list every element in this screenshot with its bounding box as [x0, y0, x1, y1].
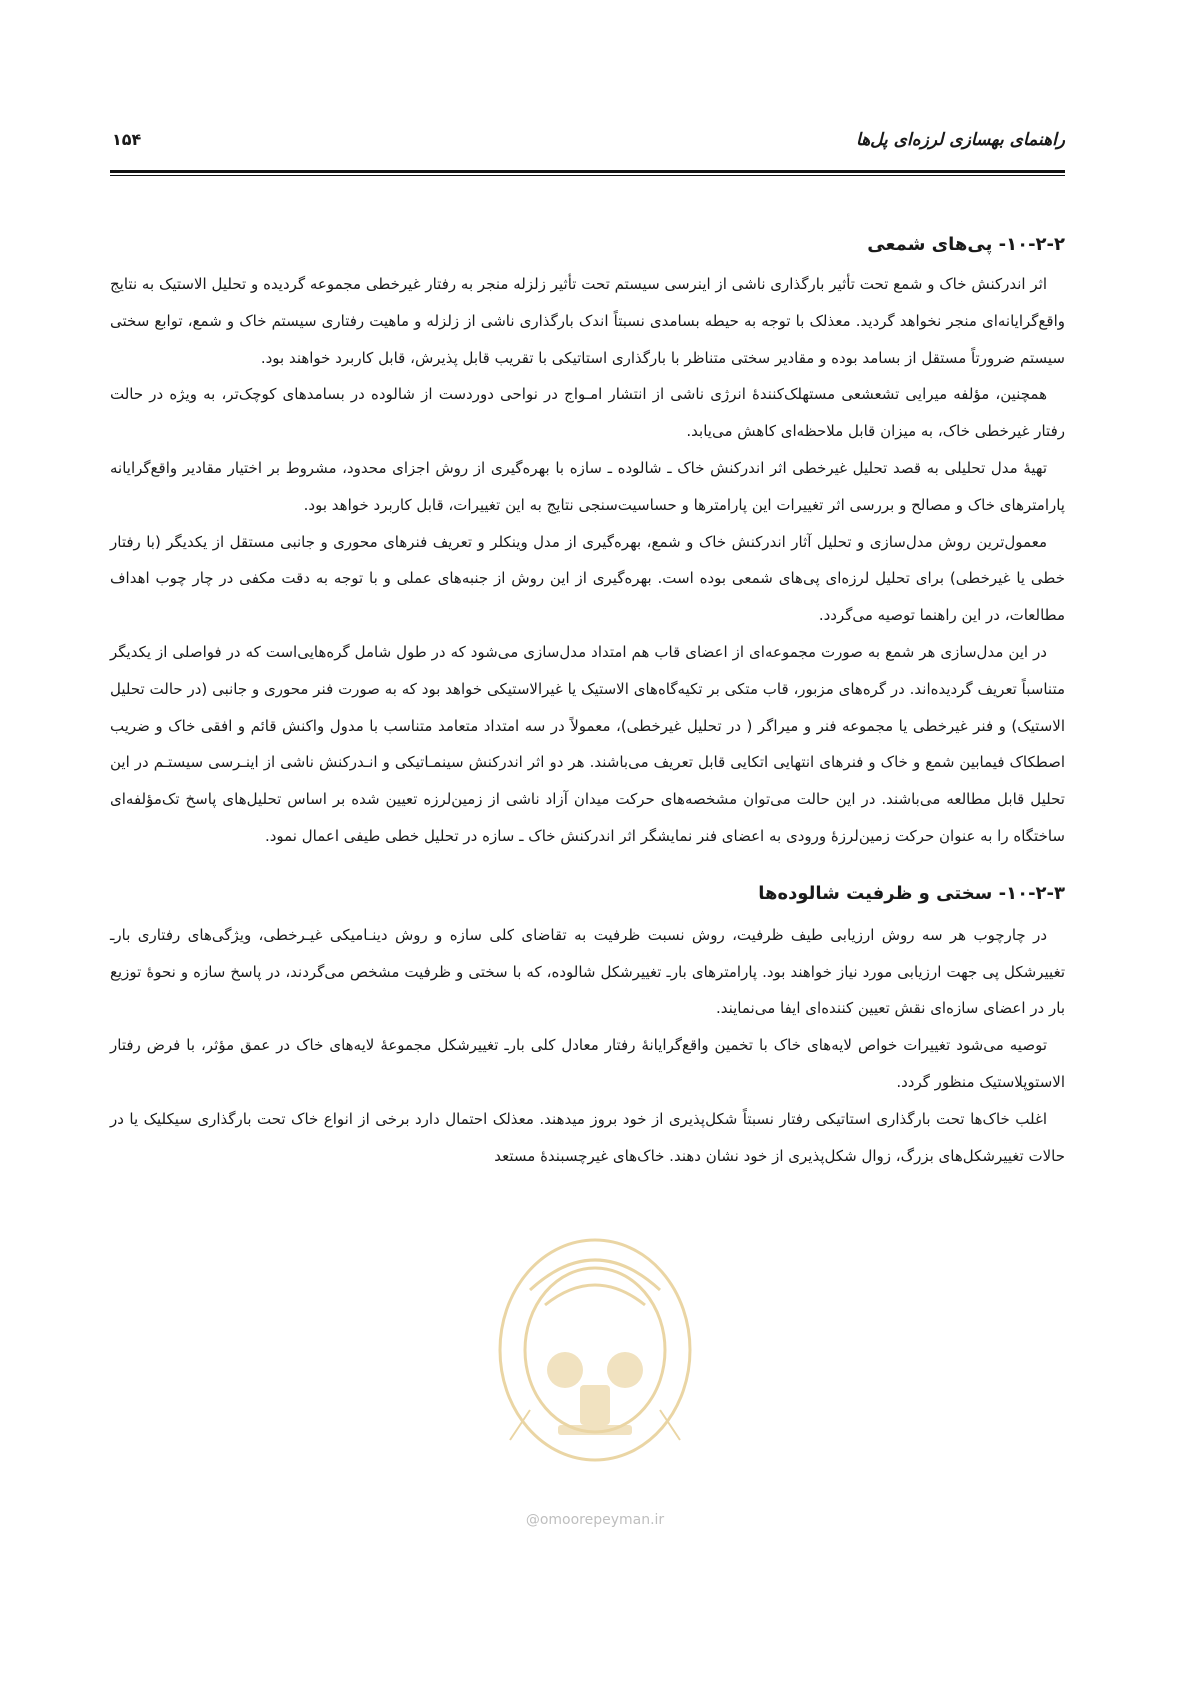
running-title: راهنمای بهسازی لرزه‌ای پل‌ها — [856, 130, 1065, 150]
watermark — [470, 1210, 720, 1540]
header-rule-thin — [110, 175, 1065, 176]
paragraph: اثر اندرکنش خاک و شمع تحت تأثیر بارگذاری ناشی از اینرسی سیستم تحت تأثیر زلزله منجر به رفتار غیرخطی مجموعه گردیده و تحلیل الاستیک به نتایج واقع‌گرایانه‌ای منجر نخواهد گردید. معذلک با توجه به حیطه بسامدی نسبتاً اندک بارگذاری ناشی از زلزله و ماهیت رفتاری سیستم خاک و شمع، توابع سختی سیستم ضرورتاً مستقل از بسامد بوده و مقادیر سختی متناظر با بارگذاری استاتیکی با تقریب قابل پذیرش، قابل کاربرد خواهند بود. — [110, 275, 1065, 367]
page-header — [110, 122, 1065, 166]
paragraph: معمول‌ترین روش مدل‌سازی و تحلیل آثار اندرکنش خاک و شمع، بهره‌گیری از مدل وینکلر و تعریف فنرهای محوری و جانبی مستقل از یکدیگر (با رفتار خطی یا غیرخطی) برای تحلیل لرزه‌ای پی‌های شمعی بوده است. بهره‌گیری از این روش از جنبه‌های عملی و با توجه به دقت مکفی در چار چوب اهداف مطالعات، در این راهنما توصیه می‌گردد. — [110, 532, 1065, 625]
paragraph: توصیه می‌شود تغییرات خواص لایه‌های خاک با تخمین واقع‌گرایانهٔ رفتار معادل کلی بارـ تغییرشکل مجموعهٔ لایه‌های خاک در عمق مؤثر، با فرض رفتار الاستوپلاستیک منظور گردد. — [110, 1036, 1065, 1091]
paragraph: تهیهٔ مدل تحلیلی به قصد تحلیل غیرخطی اثر اندرکنش خاک ـ شالوده ـ سازه با بهره‌گیری از روش اجزای محدود، مشروط بر اختیار مقادیر واقع‌گرایانه پارامترهای خاک و مصالح و بررسی اثر تغییرات این پارامترها و حساسیت‌سنجی نتایج به این تغییرات، قابل کاربرد خواهد بود. — [110, 458, 1065, 514]
paragraph: اغلب خاک‌ها تحت بارگذاری استاتیکی رفتار نسبتاً شکل‌پذیری از خود بروز میدهند. معذلک احتمال دارد برخی از انواع خاک تحت بارگذاری سیکلیک یا در حالات تغییرشکل‌های بزرگ، زوال شکل‌پذیری از خود نشان دهند. خاک‌های غیرچسبندهٔ مستعد — [110, 1109, 1065, 1165]
header-rule — [110, 170, 1065, 173]
watermark-seal-icon — [470, 1210, 720, 1510]
document-body — [110, 228, 1065, 1174]
paragraph: همچنین، مؤلفه میرایی تشعشعی مستهلک‌کنندهٔ انرژی ناشی از انتشار امـواج در نواحی دوردست از شالوده در بسامدهای کوچک‌تر، به ویژه در حالت رفتار غیرخطی خاک، به میزان قابل ملاحظه‌ای کاهش می‌یابد. — [110, 385, 1065, 441]
section-heading-pile-foundations: ۱۰-۲-۲- پی‌های شمعی — [867, 234, 1065, 255]
paragraph: در چارچوب هر سه روش ارزیابی طیف ظرفیت، روش نسبت ظرفیت به تقاضای کلی سازه و روش دینـامیکی غیـرخطی، ویژگی‌های رفتاری بارـ تغییرشکل پی جهت ارزیابی مورد نیاز خواهند بود. پارامترهای بارـ تغییرشکل شالوده، که با سختی و ظرفیت مشخص می‌گردند، در پاسخ سازه و نحوهٔ توزیع بار در اعضای سازه‌ای نقش تعیین کننده‌ای ایفا می‌نمایند. — [110, 925, 1065, 1018]
watermark-url: @omoorepeyman.ir — [525, 1512, 665, 1528]
section-heading-foundation-stiffness: ۱۰-۲-۳- سختی و ظرفیت شالوده‌ها — [758, 882, 1065, 904]
page-number: ۱۵۴ — [112, 130, 142, 149]
paragraph: در این مدل‌سازی هر شمع به صورت مجموعه‌ای از اعضای قاب هم امتداد مدل‌سازی می‌شود که در طول شامل گره‌هایی‌است که در فواصلی از یکدیگر متناسباً تعریف گردیده‌اند. در گره‌های مزبور، قاب متکی بر تکیه‌گاه‌های الاستیک یا غیرالاستیکی خواهد بود که به صورت فنر محوری و جانبی (در حالت تحلیل الاستیک) و فنر غیرخطی یا مجموعه فنر و میراگر ( در تحلیل غیرخطی)، معمولاً در سه امتداد متعامد متناسب با مدول واکنش قائم و افقی خاک و ضریب اصطکاک فیمابین شمع و خاک و فنرهای انتهایی اتکایی قابل تعریف می‌باشند. هر دو اثر اندرکنش سینمـاتیکی و انـدرکنش ناشی از اینـرسی سیستـم در این تحلیل قابل مطالعه می‌باشند. در این حالت می‌توان مشخصه‌های حرکت میدان آزاد ناشی از زمین‌لرزه تعیین شده بر اساس تحلیل‌های پاسخ تک‌مؤلفه‌ای ساختگاه را به عنوان حرکت زمین‌لرزهٔ ورودی به اعضای فنر نمایشگر اثر اندرکنش خاک ـ سازه در تحلیل خطی طیفی اعمال نمود. — [110, 642, 1065, 845]
